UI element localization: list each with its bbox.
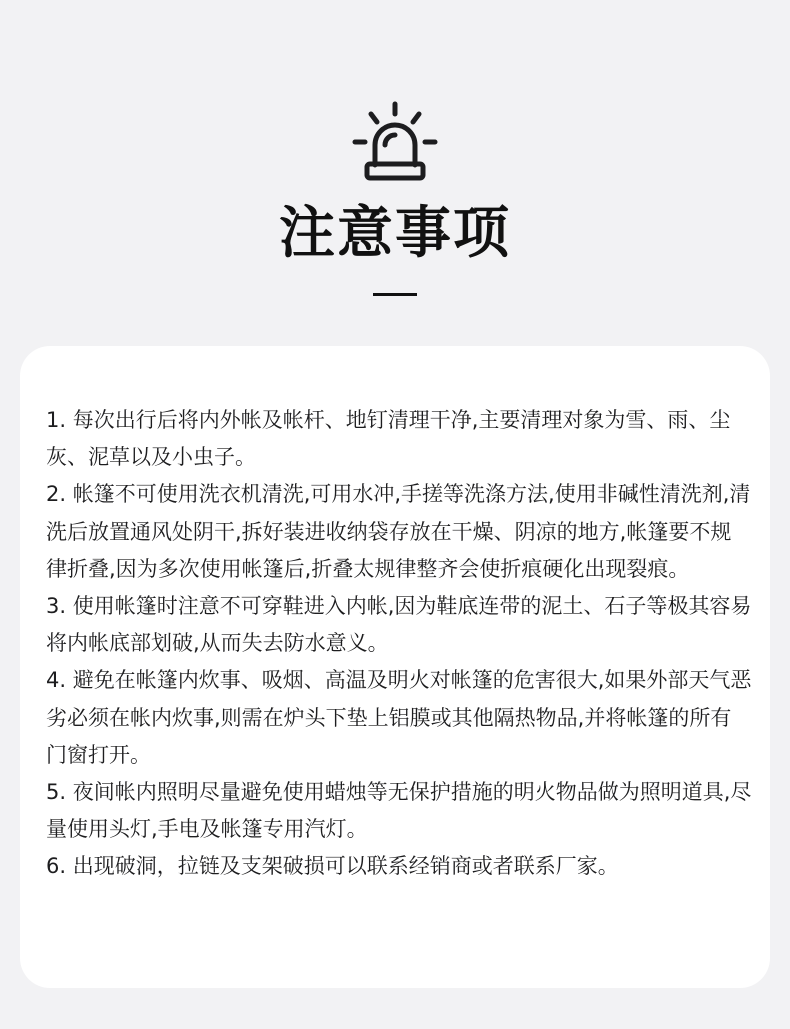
notice-item-6: 6. 出现破洞，拉链及支架破损可以联系经销商或者联系厂家。 — [46, 854, 619, 879]
alarm-light-icon — [345, 98, 445, 184]
notice-item-1: 1. 每次出行后将内外帐及帐杆、地钉清理干净,主要清理对象为雪、雨、尘灰、泥草以及小虫子。 — [46, 408, 731, 470]
notice-item-2: 2. 帐篷不可使用洗衣机清洗,可用水冲,手搓等洗涤方法,使用非碱性清洗剂,清洗后放置通风处阴干,拆好装进收纳袋存放在干燥、阴凉的地方,帐篷要不规律折叠,因为多次使用帐篷后,折叠太规律整齐会使折痕硬化出现裂痕。 — [46, 482, 751, 581]
notice-item-4: 4. 避免在帐篷内炊事、吸烟、高温及明火对帐篷的危害很大,如果外部天气恶劣必须在帐内炊事,则需在炉头下垫上铝膜或其他隔热物品,并将帐篷的所有门窗打开。 — [46, 668, 752, 767]
notice-list — [46, 402, 752, 886]
notice-item-5: 5. 夜间帐内照明尽量避免使用蜡烛等无保护措施的明火物品做为照明道具,尽量使用头灯,手电及帐篷专用汽灯。 — [46, 780, 752, 842]
notice-card — [20, 346, 770, 988]
title-divider — [373, 293, 417, 296]
page-title: 注意事项 — [279, 201, 511, 266]
notice-item-3: 3. 使用帐篷时注意不可穿鞋进入内帐,因为鞋底连带的泥土、石子等极其容易将内帐底部划破,从而失去防水意义。 — [46, 594, 752, 656]
